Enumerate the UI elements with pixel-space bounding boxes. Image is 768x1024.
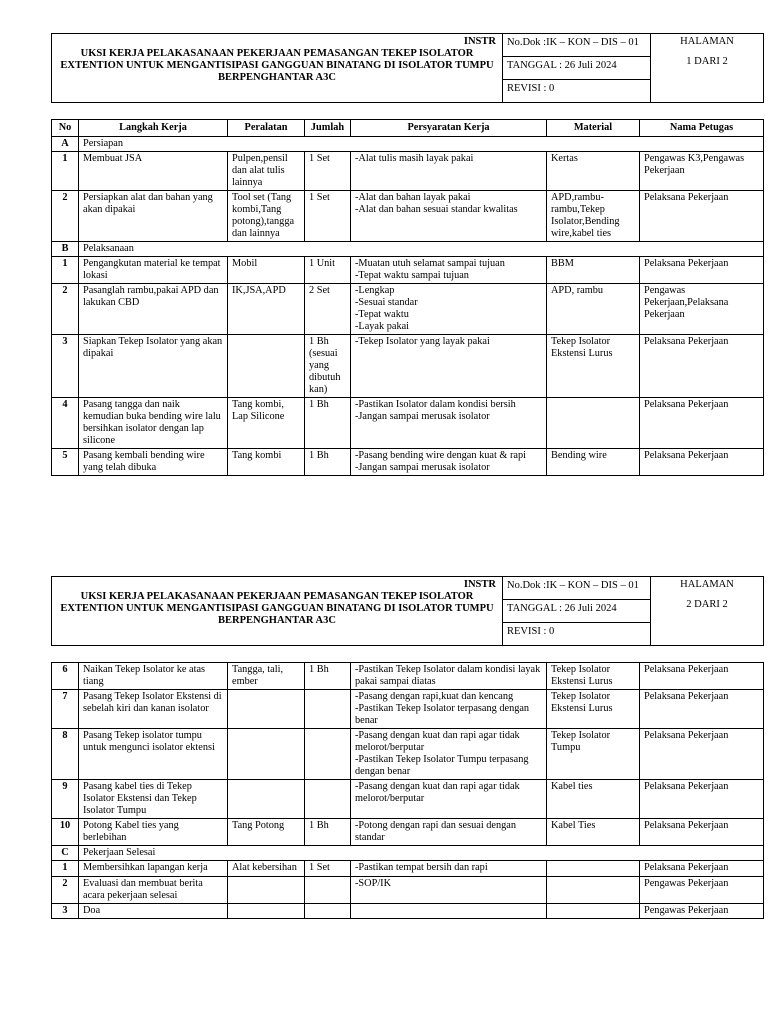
step-officer: Pelaksana Pekerjaan [640,690,764,729]
section-label: Pelaksanaan [79,242,764,257]
step-number: 8 [52,729,79,780]
halaman-label: HALAMAN [680,579,734,590]
table-row [52,780,764,819]
table-row [52,729,764,780]
requirement-line: -Pastikan Tekep Isolator terpasang dengan benar [355,703,530,726]
step-officer: Pengawas Pekerjaan,Pelaksana Pekerjaan [640,284,764,335]
step-officer: Pelaksana Pekerjaan [640,257,764,284]
step-material [547,877,640,904]
step-quantity: 1 Set [305,191,351,242]
table-row [52,861,764,877]
document-title: UKSI KERJA PELAKASANAAN PEKERJAAN PEMASANGAN TEKEP ISOLATOR EXTENTION UNTUK MENGANTISIPASI GANGGUAN BINATANG DI ISOLATOR TUMPU BERPENGHANTAR A3C [60,48,494,83]
table-row [52,663,764,690]
step-requirements [351,335,547,398]
step-description: Membersihkan lapangan kerja [79,861,228,877]
doc-date: TANGGAL : 26 Juli 2024 [503,57,651,80]
document-header-page-2 [51,576,764,646]
table-row [52,152,764,191]
doc-number: No.Dok :IK – KON – DIS – 01 [503,577,651,600]
step-description: Pasang kembali bending wire yang telah dibuka [79,449,228,476]
requirement-line: -Potong dengan rapi dan sesuai dengan standar [355,820,516,843]
requirement-line: -Pasang dengan kuat dan rapi agar tidak melorot/berputar [355,730,520,753]
step-quantity: 1 Bh [305,449,351,476]
requirement-line: -Tepat waktu [355,309,409,320]
requirement-line: -Lengkap [355,285,395,296]
step-description: Pasang Tekep Isolator Ekstensi di sebelah kiri dan kanan isolator [79,690,228,729]
column-header: Material [547,120,640,137]
table-header-row [52,120,764,137]
step-requirements [351,690,547,729]
document-title-cell [52,577,503,646]
step-quantity: 1 Unit [305,257,351,284]
requirement-line: -Tepat waktu sampai tujuan [355,270,469,281]
requirement-line: -Alat dan bahan layak pakai [355,192,471,203]
step-equipment: IK,JSA,APD [228,284,305,335]
instr-label: INSTR [463,36,496,47]
section-label: Pekerjaan Selesai [79,846,764,861]
step-material: BBM [547,257,640,284]
step-requirements [351,819,547,846]
step-requirements [351,780,547,819]
section-row [52,137,764,152]
table-row [52,335,764,398]
table-row [52,877,764,904]
halaman-label: HALAMAN [680,36,734,47]
step-material: APD, rambu [547,284,640,335]
step-material: Tekep Isolator Ekstensi Lurus [547,690,640,729]
step-description: Siapkan Tekep Isolator yang akan dipakai [79,335,228,398]
requirement-line: -Alat tulis masih layak pakai [355,153,474,164]
step-description: Evaluasi dan membuat berita acara pekerjaan selesai [79,877,228,904]
step-number: 2 [52,191,79,242]
step-requirements [351,284,547,335]
step-officer: Pelaksana Pekerjaan [640,191,764,242]
step-officer: Pelaksana Pekerjaan [640,819,764,846]
column-header: Peralatan [228,120,305,137]
step-quantity: 1 Bh [305,819,351,846]
step-equipment [228,335,305,398]
step-equipment: Tool set (Tang kombi,Tang potong),tangga dan lainnya [228,191,305,242]
step-material: Kabel ties [547,780,640,819]
step-description: Doa [79,904,228,919]
step-equipment [228,904,305,919]
step-quantity: 1 Bh [305,663,351,690]
halaman-value: 1 DARI 2 [686,56,728,67]
step-quantity: 1 Bh (sesuai yang dibutuh kan) [305,335,351,398]
step-officer: Pengawas Pekerjaan [640,904,764,919]
step-description: Pasang kabel ties di Tekep Isolator Ekstensi dan Tekep Isolator Tumpu [79,780,228,819]
requirement-line: -Pasang dengan rapi,kuat dan kencang [355,691,514,702]
section-row [52,242,764,257]
step-requirements [351,449,547,476]
step-officer: Pelaksana Pekerjaan [640,663,764,690]
step-number: 1 [52,152,79,191]
requirement-line: -SOP/IK [355,878,392,889]
document-title: UKSI KERJA PELAKASANAAN PEKERJAAN PEMASANGAN TEKEP ISOLATOR EXTENTION UNTUK MENGANTISIPASI GANGGUAN BINATANG DI ISOLATOR TUMPU BERPENGHANTAR A3C [60,591,494,626]
step-equipment: Tang Potong [228,819,305,846]
step-number: 10 [52,819,79,846]
step-material: Tekep Isolator Tumpu [547,729,640,780]
step-requirements [351,398,547,449]
step-officer: Pengawas Pekerjaan [640,877,764,904]
step-description: Pasang Tekep isolator tumpu untuk mengunci isolator ektensi [79,729,228,780]
halaman-value: 2 DARI 2 [686,599,728,610]
step-quantity: 1 Set [305,861,351,877]
requirement-line: -Pastikan Tekep Isolator Tumpu terpasang dengan benar [355,754,529,777]
section-number: C [52,846,79,861]
halaman-cell [651,34,764,103]
requirement-line: -Pastikan tempat bersih dan rapi [355,862,488,873]
requirement-line: -Pastikan Isolator dalam kondisi bersih [355,399,516,410]
requirement-line: -Sesuai standar [355,297,418,308]
step-number: 9 [52,780,79,819]
step-quantity [305,729,351,780]
table-row [52,257,764,284]
step-quantity: 1 Bh [305,398,351,449]
step-quantity [305,690,351,729]
step-requirements [351,257,547,284]
table-row [52,819,764,846]
table-row [52,904,764,919]
requirement-line: -Jangan sampai merusak isolator [355,462,490,473]
step-equipment: Tang kombi, Lap Silicone [228,398,305,449]
step-material: Tekep Isolator Ekstensi Lurus [547,663,640,690]
step-description: Membuat JSA [79,152,228,191]
step-description: Potong Kabel ties yang berlebihan [79,819,228,846]
step-equipment [228,729,305,780]
requirement-line: -Tekep Isolator yang layak pakai [355,336,490,347]
step-description: Pengangkutan material ke tempat lokasi [79,257,228,284]
work-steps-table-page-2 [51,662,764,919]
step-requirements [351,861,547,877]
step-equipment: Tangga, tali, ember [228,663,305,690]
step-officer: Pelaksana Pekerjaan [640,729,764,780]
document-title-cell [52,34,503,103]
requirement-line: -Alat dan bahan sesuai standar kwalitas [355,204,518,215]
step-equipment: Pulpen,pensil dan alat tulis lainnya [228,152,305,191]
step-number: 1 [52,861,79,877]
step-quantity: 2 Set [305,284,351,335]
step-officer: Pelaksana Pekerjaan [640,398,764,449]
step-number: 5 [52,449,79,476]
step-material: Kertas [547,152,640,191]
step-number: 2 [52,877,79,904]
step-quantity [305,877,351,904]
column-header: No [52,120,79,137]
section-number: A [52,137,79,152]
halaman-cell [651,577,764,646]
section-label: Persiapan [79,137,764,152]
step-description: Pasang tangga dan naik kemudian buka bending wire lalu bersihkan isolator dengan lap silicone [79,398,228,449]
doc-revision: REVISI : 0 [503,80,651,103]
step-description: Persiapkan alat dan bahan yang akan dipakai [79,191,228,242]
table-row [52,449,764,476]
column-header: Persyaratan Kerja [351,120,547,137]
doc-number: No.Dok :IK – KON – DIS – 01 [503,34,651,57]
doc-revision: REVISI : 0 [503,623,651,646]
step-number: 6 [52,663,79,690]
requirement-line: -Jangan sampai merusak isolator [355,411,490,422]
step-number: 4 [52,398,79,449]
step-requirements [351,729,547,780]
column-header: Langkah Kerja [79,120,228,137]
step-officer: Pelaksana Pekerjaan [640,449,764,476]
table-row [52,284,764,335]
requirement-line: -Layak pakai [355,321,410,332]
document-header-page-1 [51,33,764,103]
step-requirements [351,663,547,690]
step-requirements [351,877,547,904]
step-requirements [351,152,547,191]
step-number: 3 [52,904,79,919]
step-number: 2 [52,284,79,335]
step-requirements [351,904,547,919]
step-officer: Pengawas K3,Pengawas Pekerjaan [640,152,764,191]
table-row [52,690,764,729]
step-equipment: Alat kebersihan [228,861,305,877]
step-equipment: Tang kombi [228,449,305,476]
section-number: B [52,242,79,257]
instr-label: INSTR [463,579,496,590]
step-equipment: Mobil [228,257,305,284]
step-requirements [351,191,547,242]
work-steps-table-page-1 [51,119,764,476]
column-header: Jumlah [305,120,351,137]
step-material: Bending wire [547,449,640,476]
table-row [52,398,764,449]
step-equipment [228,780,305,819]
step-material: APD,rambu-rambu,Tekep Isolator,Bending wire,kabel ties [547,191,640,242]
requirement-line: -Pasang dengan kuat dan rapi agar tidak melorot/berputar [355,781,520,804]
step-material [547,861,640,877]
step-number: 7 [52,690,79,729]
step-officer: Pelaksana Pekerjaan [640,780,764,819]
step-material: Kabel Ties [547,819,640,846]
step-equipment [228,690,305,729]
step-equipment [228,877,305,904]
step-officer: Pelaksana Pekerjaan [640,861,764,877]
step-quantity [305,780,351,819]
step-description: Pasanglah rambu,pakai APD dan lakukan CBD [79,284,228,335]
step-material: Tekep Isolator Ekstensi Lurus [547,335,640,398]
step-number: 1 [52,257,79,284]
step-material [547,904,640,919]
step-officer: Pelaksana Pekerjaan [640,335,764,398]
step-material [547,398,640,449]
requirement-line: -Muatan utuh selamat sampai tujuan [355,258,505,269]
section-row [52,846,764,861]
doc-date: TANGGAL : 26 Juli 2024 [503,600,651,623]
step-description: Naikan Tekep Isolator ke atas tiang [79,663,228,690]
requirement-line: -Pastikan Tekep Isolator dalam kondisi layak pakai sampai diatas [355,664,541,687]
step-quantity: 1 Set [305,152,351,191]
requirement-line: -Pasang bending wire dengan kuat & rapi [355,450,526,461]
step-quantity [305,904,351,919]
step-number: 3 [52,335,79,398]
column-header: Nama Petugas [640,120,764,137]
table-row [52,191,764,242]
